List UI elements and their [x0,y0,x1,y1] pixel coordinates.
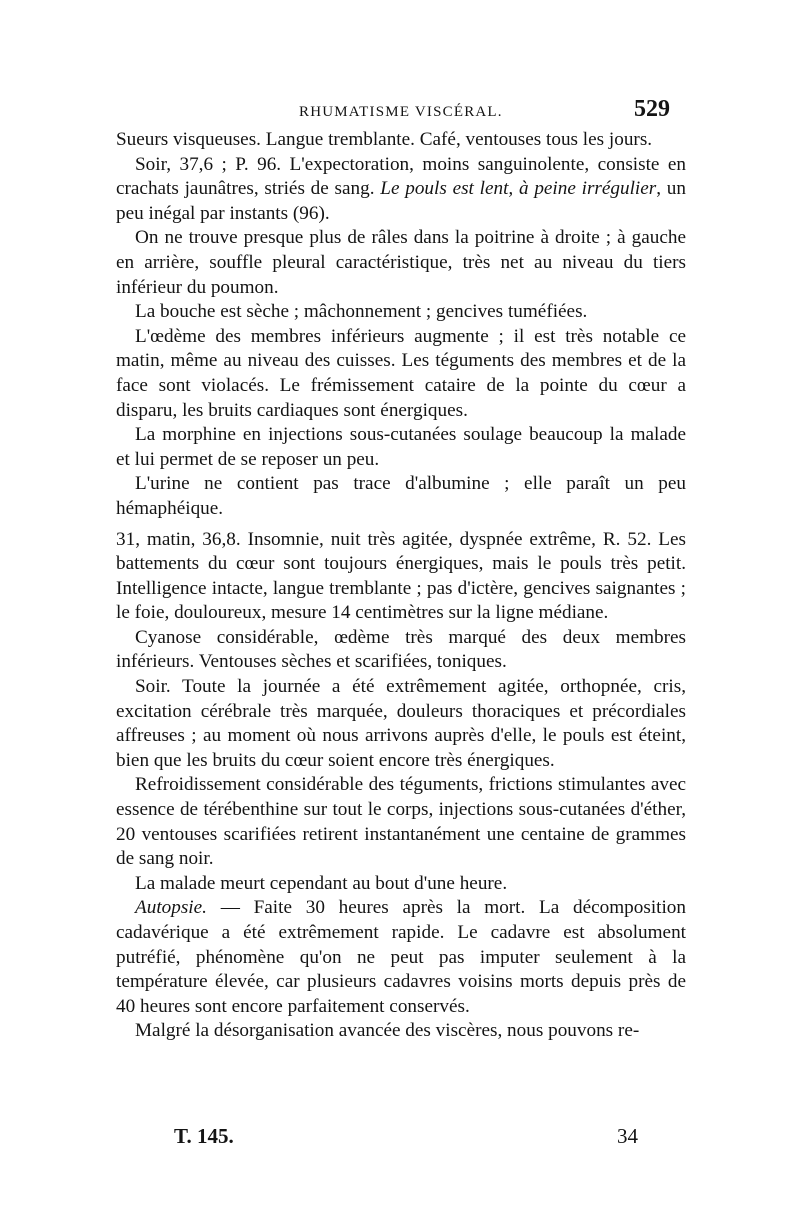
paragraph-3: On ne trouve presque plus de râles dans la poitrine à droite ; à gauche en arrière, souffle pleural caractéristique, très net au niveau du tiers inférieur du poumon. [116,227,686,298]
paragraph-4: La bouche est sèche ; mâchonnement ; gencives tuméfiées. [135,301,588,323]
page-number: 529 [634,96,670,122]
paragraph-5: L'œdème des membres inférieurs augmente ; il est très notable ce matin, même au niveau des cuisses. Les téguments des membres et de la face sont violacés. Le frémissement cataire de la pointe du cœur a disparu, les bruits cardiaques sont énergiques. [116,325,686,421]
paragraph-11: Refroidissement considérable des téguments, frictions stimulantes avec essence de térébenthine sur tout le corps, injections sous-cutanées d'éther, 20 ventouses scarifiées retirent instantanément une centaine de grammes de sang noir. [116,774,686,870]
page-header [114,96,670,126]
paragraph-1: Sueurs visqueuses. Langue tremblante. Café, ventouses tous les jours. [116,129,653,150]
signature-mark: T. 145. [174,1124,234,1148]
paragraph-9: Cyanose considérable, œdème très marqué des deux membres inférieurs. Ventouses sèches et scarifiées, toniques. [116,626,686,673]
paragraph-12: La malade meurt cependant au bout d'une heure. [135,872,508,894]
paragraph-2: Soir, 37,6 ; P. 96. L'expectoration, moins sanguinolente, consiste en crachats jaunâtres, striés de sang. Le pouls est lent, à peine irrégulier, un peu inégal par instants (96). [116,153,686,224]
running-head: RHUMATISME VISCÉRAL. [299,104,503,120]
paragraph-6: La morphine en injections sous-cutanées soulage beaucoup la malade et lui permet de se reposer un peu. [116,424,686,470]
italic-phrase: Le pouls est lent, à peine irrégulier [380,178,657,200]
page-footer [116,1124,638,1156]
body-text [116,128,686,1044]
paragraph-7: L'urine ne contient pas trace d'albumine ; elle paraît un peu hémaphéique. [116,473,686,519]
autopsie-heading: Autopsie. [135,897,207,919]
paragraph-8: 31, matin, 36,8. Insomnie, nuit très agitée, dyspnée extrême, R. 52. Les battements du cœur sont toujours énergiques, mais le pouls très petit. Intelligence intacte, langue tremblante ; pas d'ictère, gencives saignantes ; le foie, douloureux, mesure 14 centimètres sur la ligne médiane. [116,528,686,624]
paragraph-13: Autopsie. — Faite 30 heures après la mort. La décomposition cadavérique a été extrêmement rapide. Le cadavre est absolument putréfié, phénomène qu'on ne peut pas imputer seulement à la température élevée, car plusieurs cadavres voisins morts depuis près de 40 heures sont encore parfaitement conservés. [116,897,686,1017]
paragraph-10: Soir. Toute la journée a été extrêmement agitée, orthopnée, cris, excitation cérébrale très marquée, douleurs thoraciques et précordiales affreuses ; au moment où nous arrivons auprès d'elle, le pouls est éteint, bien que les bruits du cœur soient encore très énergiques. [116,676,686,771]
sheet-number: 34 [617,1124,638,1148]
paragraph-14: Malgré la désorganisation avancée des viscères, nous pouvons re- [135,1020,640,1042]
